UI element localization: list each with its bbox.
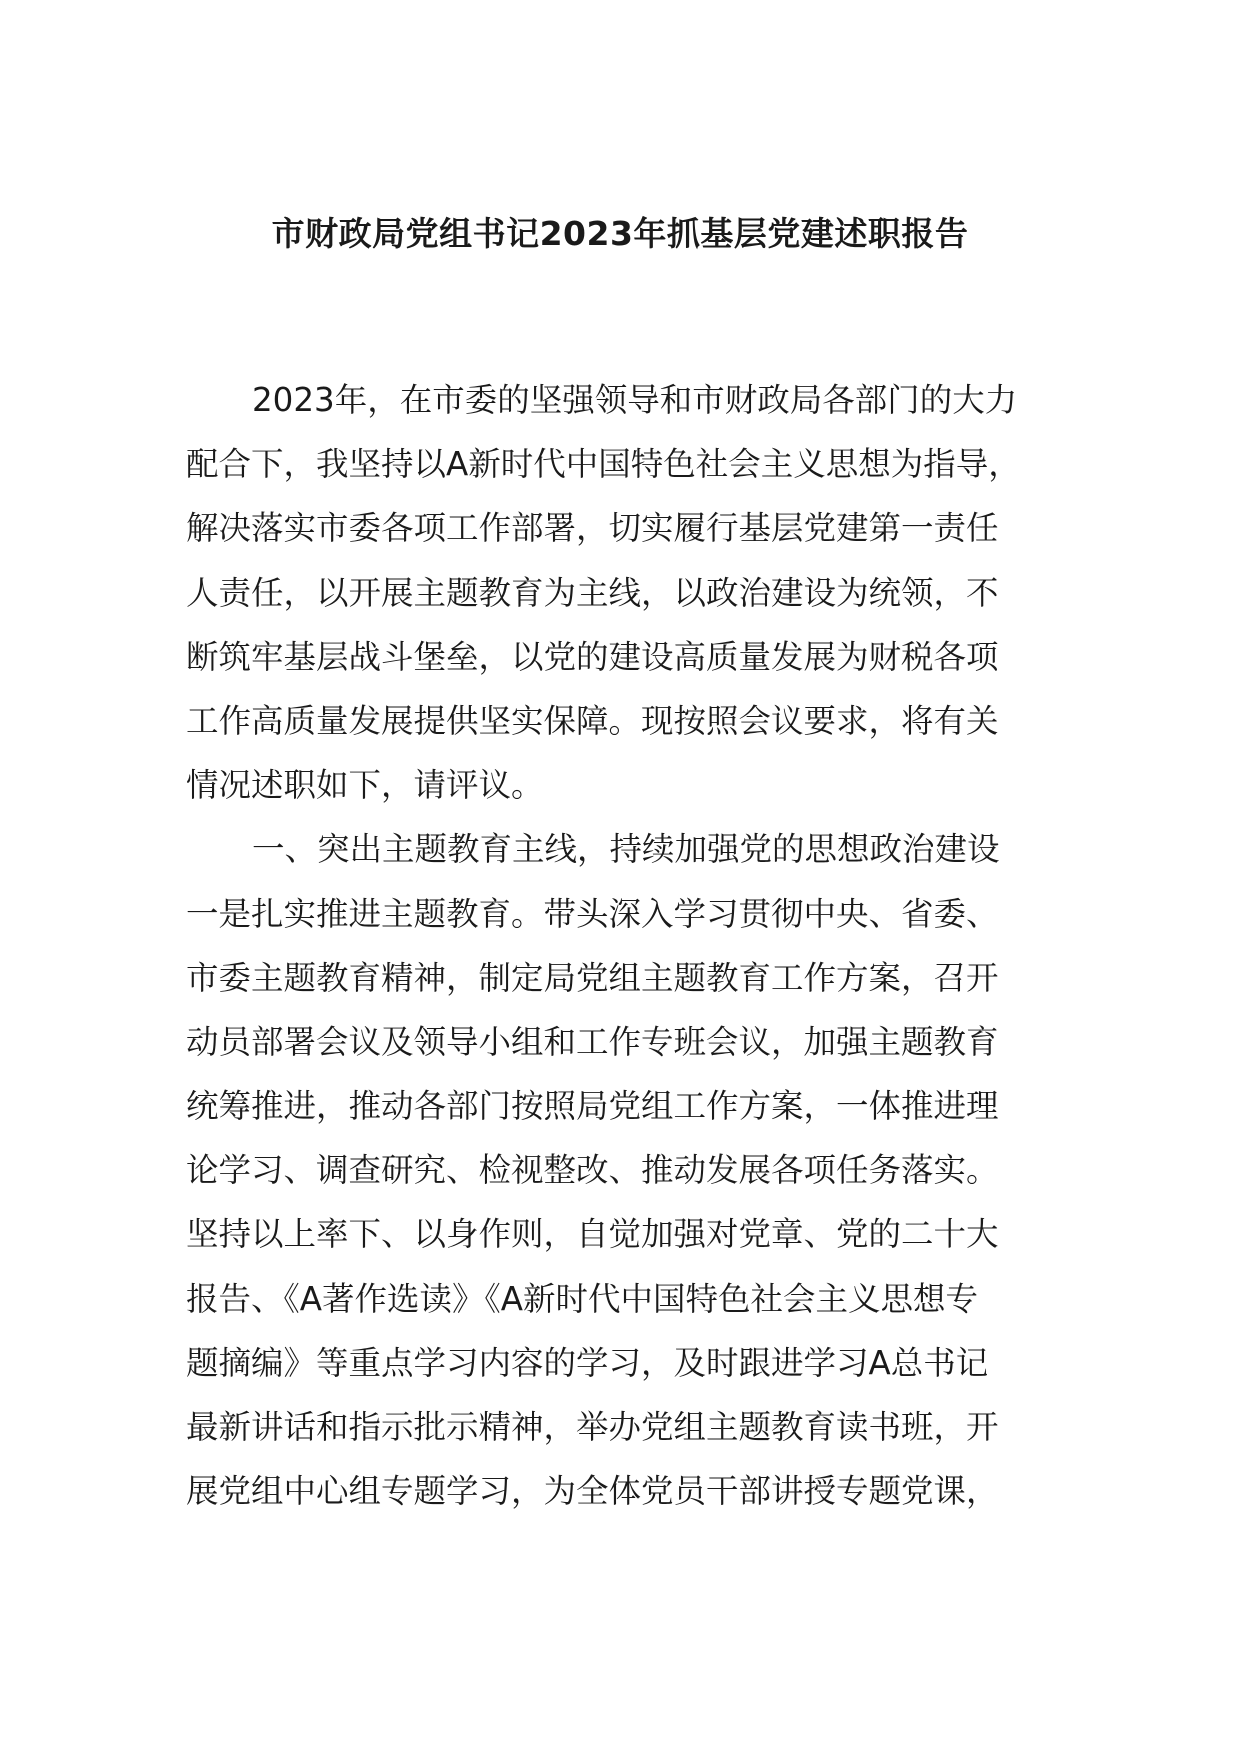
paragraph-line: 报告、《A著作选读》《A新时代中国特色社会主义思想专 [186,1279,978,1318]
paragraph-line: 最新讲话和指示批示精神，举办党组主题教育读书班，开 [186,1408,999,1446]
paragraph-line: 情况述职如下，请评议。 [186,766,544,805]
paragraph-line: 人责任，以开展主题教育为主线，以政治建设为统领，不 [186,573,999,612]
paragraph-line: 统筹推进，推动各部门按照局党组工作方案，一体推进理 [186,1087,999,1126]
paragraph-line: 论学习、调查研究、检视整改、推动发展各项任务落实。 [186,1151,999,1190]
paragraph-line: 题摘编》等重点学习内容的学习，及时跟进学习A总书记 [186,1343,989,1382]
paragraph-line: 市委主题教育精神，制定局党组主题教育工作方案，召开 [186,958,999,997]
paragraph-line: 动员部署会议及领导小组和工作专班会议，加强主题教育 [186,1022,999,1061]
paragraph-line: 工作高质量发展提供坚实保障。现按照会议要求，将有关 [186,701,999,740]
paragraph-line: 断筑牢基层战斗堡垒，以党的建设高质量发展为财税各项 [186,637,999,676]
paragraph-line: 2023年，在市委的坚强领导和市财政局各部门的大力 [252,381,1018,419]
paragraph-line: 展党组中心组专题学习，为全体党员干部讲授专题党课， [186,1472,999,1511]
paragraph-line: 坚持以上率下、以身作则，自觉加强对党章、党的二十大 [186,1215,999,1254]
paragraph-line: 解决落实市委各项工作部署，切实履行基层党建第一责任 [186,509,999,548]
paragraph-line: 配合下，我坚持以A新时代中国特色社会主义思想为指导， [186,445,1021,484]
paragraph-line: 一是扎实推进主题教育。带头深入学习贯彻中央、省委、 [186,894,999,933]
document-title: 市财政局党组书记2023年抓基层党建述职报告 [271,214,969,253]
document-body [186,368,1086,1523]
section-heading: 一、突出主题教育主线，持续加强党的思想政治建设 [252,830,1000,869]
